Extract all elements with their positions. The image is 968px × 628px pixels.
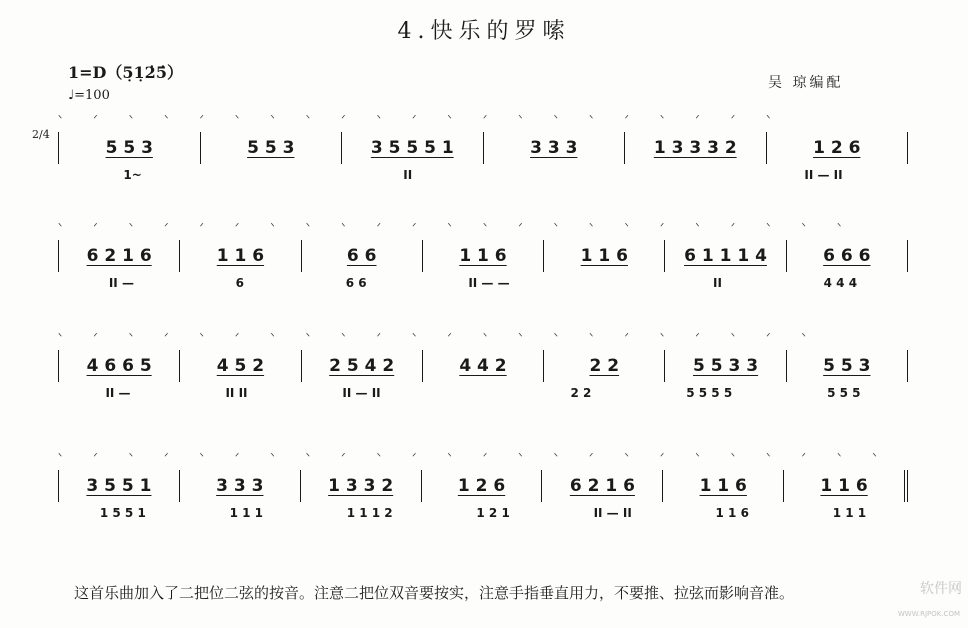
measure-notes: 5 5 3 (105, 138, 153, 158)
fingering-cell: 5 5 5 (827, 386, 861, 400)
staff-row (58, 128, 908, 168)
measure-notes: 1 3 3 2 (328, 476, 394, 496)
fingering-row (58, 276, 908, 316)
measure (301, 240, 422, 272)
watermark-url: WWW.RJPOK.COM (897, 610, 960, 618)
fingering-cell: 1 1 6 (715, 506, 749, 520)
measure-notes: 3 5 5 5 1 (370, 138, 454, 158)
measure (179, 470, 300, 502)
measure-notes: 3 3 3 (216, 476, 264, 496)
measure (783, 470, 908, 502)
measure-notes: 6 6 6 (823, 246, 871, 266)
fingering-cell: 1~ (123, 168, 142, 182)
page-title: 4.快乐的罗嗦 (397, 19, 571, 44)
fingering-cell: II — II (342, 386, 381, 400)
measure (200, 132, 342, 164)
fingering-row (58, 506, 908, 546)
measure-notes: 1 3 3 3 2 (653, 138, 737, 158)
fingering-cell: II — II (804, 168, 843, 182)
staff-row (58, 346, 908, 386)
measure (541, 470, 662, 502)
fingering-cell: II II (225, 386, 248, 400)
measure (662, 470, 783, 502)
measure-notes: 2 2 (589, 356, 620, 376)
tempo-marking: ♩=100 (68, 88, 110, 103)
measure-notes: 4 6 6 5 (86, 356, 152, 376)
fingering-row (58, 386, 908, 426)
measure-notes: 1 2 6 (457, 476, 506, 496)
measure (179, 350, 300, 382)
measure (483, 132, 625, 164)
fingering-cell: II (403, 168, 413, 182)
measure (786, 350, 908, 382)
arranger-credit: 吴 琼编配 (768, 75, 844, 91)
watermark-logo: 软件网 (920, 581, 962, 597)
bowing-row: ᐠ ᐟ ᐠ ᐟ ᐟ ᐟ ᐠ ᐠ ᐠ ᐟ ᐟ ᐠ ᐠ ᐟ ᐠ ᐠ ᐠ ᐟ ᐠ ᐟ ᐠ ᐠ ᐠ (58, 222, 856, 233)
fingering-cell: 4 4 4 (823, 276, 858, 290)
fingering-cell: 6 6 (345, 276, 367, 290)
fingering-cell: II — (105, 386, 131, 400)
measure-notes: 6 2 1 6 (86, 246, 152, 266)
measure-notes: 1 1 6 (820, 476, 868, 496)
fingering-cell: II — II (593, 506, 632, 520)
measure (58, 132, 200, 164)
measure (766, 132, 909, 164)
fingering-cell: 1 1 1 (229, 506, 263, 520)
measure-notes: 6 6 (346, 246, 377, 266)
fingering-cell: II (713, 276, 722, 290)
measure (786, 240, 908, 272)
measure-notes: 5 5 3 (247, 138, 295, 158)
measure-notes: 2 5 4 2 (329, 356, 395, 376)
measure-notes: 4 5 2 (216, 356, 265, 376)
measure (301, 350, 422, 382)
fingering-cell: 5 5 5 5 (686, 386, 733, 400)
measure (543, 240, 664, 272)
bowing-row: ᐠ ᐟ ᐠ ᐠ ᐟ ᐠ ᐠ ᐠ ᐟ ᐠ ᐟ ᐠ ᐟ ᐠ ᐠ ᐠ ᐟ ᐠ ᐟ ᐟ ᐠ (58, 114, 785, 125)
measure-notes: 6 1 1 1 4 (684, 246, 767, 266)
measure (664, 240, 785, 272)
measure (341, 132, 483, 164)
fingering-cell: 2 2 (570, 386, 592, 400)
fingering-row (58, 168, 908, 208)
time-signature: 2/4 (32, 128, 50, 141)
measure (664, 350, 785, 382)
measure (543, 350, 664, 382)
measure-notes: 1 1 6 (580, 246, 628, 266)
measure (300, 470, 421, 502)
measure-notes: 1 1 6 (216, 246, 265, 266)
fingering-cell: 1 2 1 (476, 506, 510, 520)
measure-notes: 5 5 3 (823, 356, 871, 376)
measure-notes: 1 1 6 (699, 476, 747, 496)
measure-notes: 5 5 3 3 (693, 356, 759, 376)
bowing-row: ᐠ ᐟ ᐠ ᐟ ᐠ ᐟ ᐠ ᐠ ᐟ ᐠ ᐟ ᐠ ᐟ ᐠ ᐠ ᐟ ᐠ ᐟ ᐠ ᐠ ᐠ ᐟ ᐠ ᐠ (58, 452, 891, 463)
measure (422, 240, 543, 272)
measure (422, 350, 543, 382)
fingering-cell: 1 1 1 (832, 506, 867, 520)
fingering-cell: 1 1 1 2 (346, 506, 393, 520)
measure (179, 240, 300, 272)
measure-notes: 1 2 6 (813, 138, 861, 158)
measure-notes: 6 2 1 6 (569, 476, 635, 496)
fingering-cell: 1 5 5 1 (99, 506, 146, 520)
performance-note: 这首乐曲加入了二把位二弦的按音。注意二把位双音要按实，注意手指垂直用力，不要推、拉弦而影响音准。 (74, 584, 795, 602)
staff-row (58, 236, 908, 276)
measure (58, 240, 179, 272)
measure (624, 132, 766, 164)
measure-notes: 3 5 5 1 (86, 476, 152, 496)
measure-notes: 1 1 6 (459, 246, 507, 266)
fingering-cell: II — (108, 276, 134, 290)
fingering-cell: 6 (235, 276, 245, 290)
measure-notes: 3 3 3 (530, 138, 578, 158)
fingering-cell: II — — (468, 276, 510, 290)
measure (58, 470, 179, 502)
measure (58, 350, 179, 382)
staff-row (58, 466, 908, 506)
measure (421, 470, 542, 502)
bowing-row: ᐠ ᐟ ᐠ ᐟ ᐠ ᐟ ᐠ ᐠ ᐠ ᐟ ᐠ ᐟ ᐠ ᐠ ᐠ ᐠ ᐟ ᐠ ᐟ ᐠ ᐟ ᐠ (58, 332, 820, 343)
key-signature: 1=D（5̣1̣2̇5̇） (68, 63, 183, 82)
measure-notes: 4 4 2 (459, 356, 507, 376)
